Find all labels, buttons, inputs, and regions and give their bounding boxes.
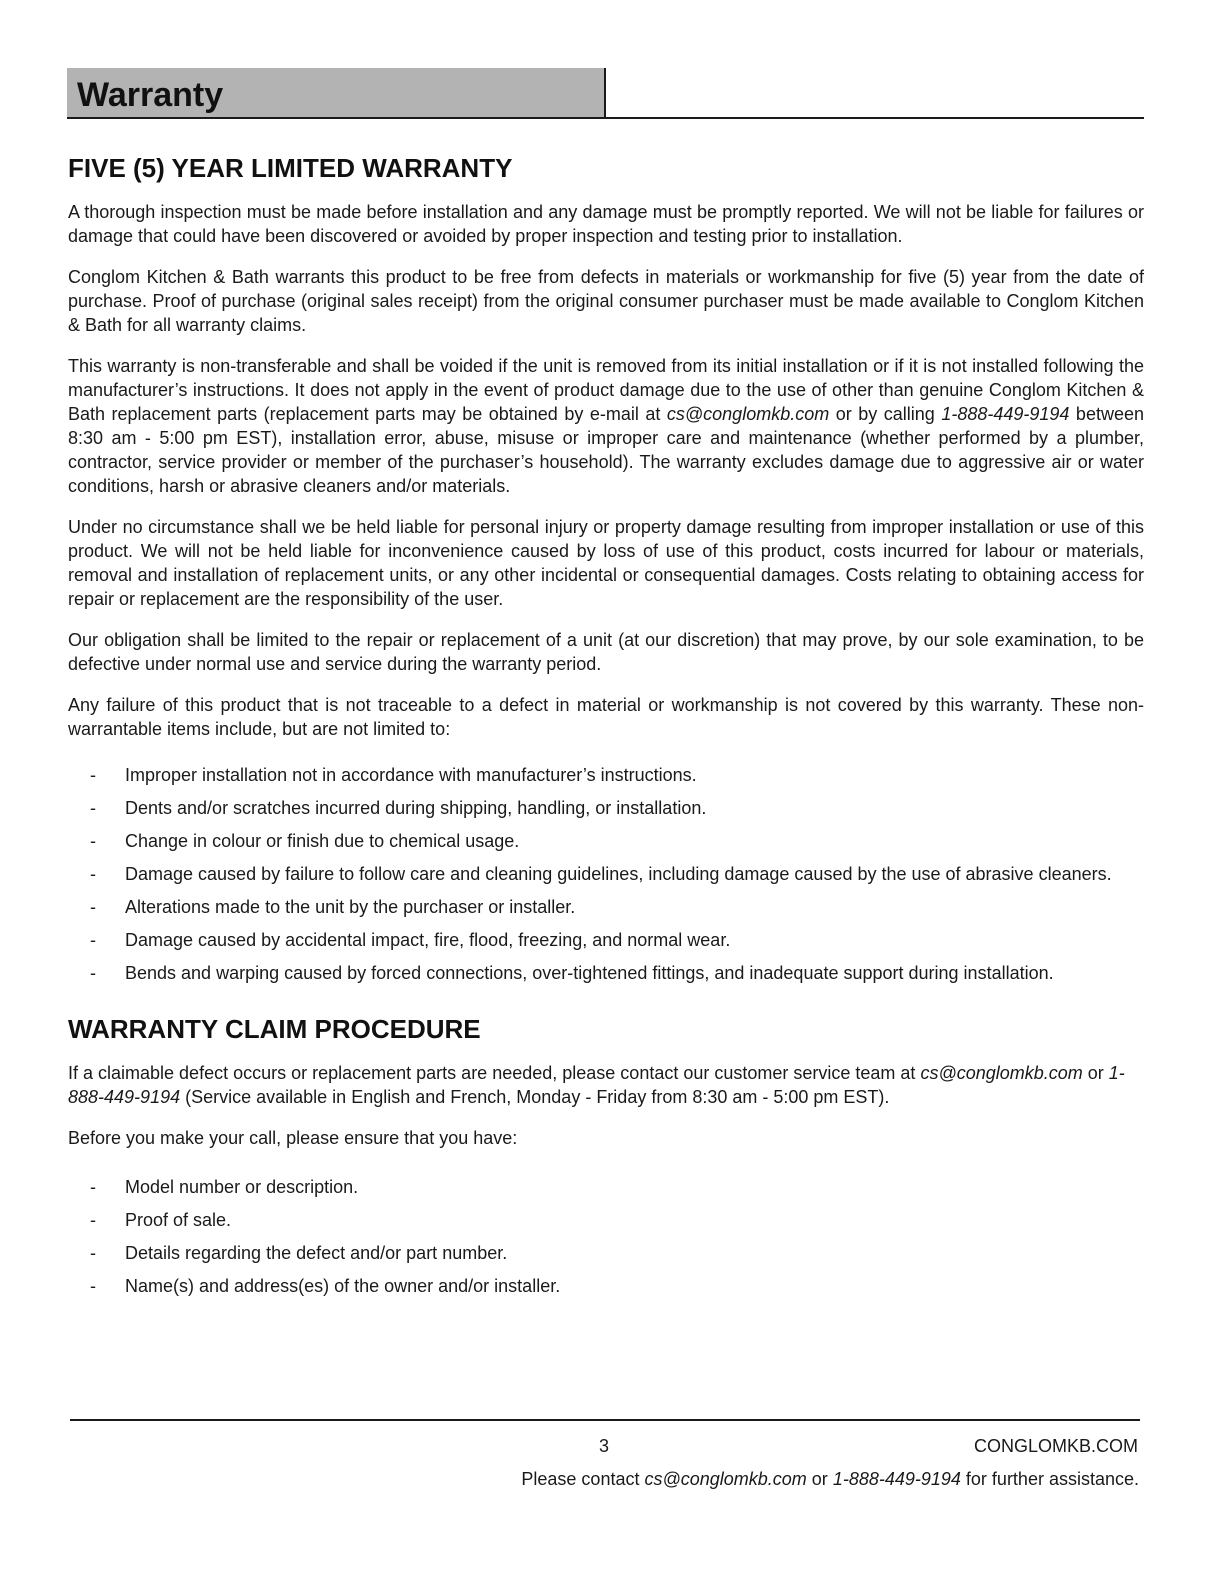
- email-link[interactable]: cs@conglomkb.com: [644, 1469, 807, 1489]
- coverage-paragraph: Conglom Kitchen & Bath warrants this product to be free from defects in materials or workmanship for five (5) year from the date of purchase. Proof of purchase (original sales receipt) from the original consumer purchaser must be made available to Conglom Kitchen & Bath for all warranty claims.: [68, 267, 1144, 335]
- dash-bullet: -: [90, 1177, 96, 1197]
- list-item: [68, 1274, 1144, 1298]
- obligation-paragraph: Our obligation shall be limited to the repair or replacement of a unit (at our discretion) that may prove, by our sole examination, to be defective under normal use and service during the warranty period.: [68, 630, 1144, 674]
- email-link[interactable]: cs@conglomkb.com: [666, 404, 830, 424]
- exclusions-intro-paragraph: Any failure of this product that is not traceable to a defect in material or workmanship is not covered by this warranty. These non-warrantable items include, but are not limited to:: [68, 695, 1144, 739]
- dash-bullet: -: [90, 1210, 96, 1230]
- dash-bullet: -: [90, 930, 96, 950]
- exclusions-list: [68, 763, 1144, 985]
- list-item-text: Proof of sale.: [125, 1210, 232, 1230]
- limited-warranty-heading: FIVE (5) YEAR LIMITED WARRANTY: [68, 153, 513, 183]
- phone-link[interactable]: 1-888-449-9194: [832, 1469, 961, 1489]
- list-item-text: Damage caused by failure to follow care and cleaning guidelines, including damage caused by the use of abrasive cleaners.: [125, 864, 1112, 884]
- dash-bullet: -: [90, 831, 96, 851]
- header-rule: [67, 117, 1144, 119]
- footer-contact: [521, 1467, 1139, 1491]
- list-item: [68, 895, 1144, 919]
- warranty-content: [68, 150, 1144, 1307]
- dash-bullet: -: [90, 1243, 96, 1263]
- inspection-paragraph: A thorough inspection must be made before installation and any damage must be promptly reported. We will not be liable for failures or damage that could have been discovered or avoided by proper inspection and testing prior to installation.: [68, 202, 1144, 246]
- list-item: [68, 1208, 1144, 1232]
- page-title: Warranty: [77, 76, 224, 114]
- transfer-text-a: This warranty is non-transferable and shall be voided if the unit is removed from its initial installation or if it is not installed following the manufacturer’s instructions. It does not apply in the event of product damage due to the use of other than genuine Conglom Kitchen & Bath replacement parts (replacement parts may be obtained by e-mail at: [68, 356, 1144, 424]
- list-item-text: Details regarding the defect and/or part number.: [125, 1243, 508, 1263]
- claim-text-a: If a claimable defect occurs or replacement parts are needed, please contact our customer service team at: [68, 1063, 921, 1083]
- list-item: [68, 961, 1144, 985]
- dash-bullet: -: [90, 864, 96, 884]
- transfer-text-b: or by calling: [829, 404, 942, 424]
- website-link[interactable]: CONGLOMKB.COM: [973, 1436, 1138, 1456]
- footer-text-b: or: [806, 1469, 833, 1489]
- list-item: [68, 829, 1144, 853]
- list-item-text: Model number or description.: [125, 1177, 359, 1197]
- list-item: [68, 796, 1144, 820]
- list-item-text: Change in colour or finish due to chemical usage.: [125, 831, 520, 851]
- email-link[interactable]: cs@conglomkb.com: [920, 1063, 1083, 1083]
- claim-text-c: (Service available in English and French, Monday - Friday from 8:30 am - 5:00 pm EST).: [180, 1087, 890, 1107]
- claim-contact-paragraph: [68, 1061, 1144, 1109]
- list-item: [68, 1241, 1144, 1265]
- list-item-text: Bends and warping caused by forced connections, over-tightened fittings, and inadequate support during installation.: [125, 963, 1054, 983]
- dash-bullet: -: [90, 798, 96, 818]
- footer-text-c: for further assistance.: [960, 1469, 1139, 1489]
- list-item-text: Improper installation not in accordance with manufacturer’s instructions.: [125, 765, 697, 785]
- page-number: 3: [599, 1436, 610, 1456]
- transfer-void-paragraph: [68, 354, 1144, 498]
- claim-text-b: or: [1082, 1063, 1109, 1083]
- dash-bullet: -: [90, 963, 96, 983]
- footer-text-a: Please contact: [521, 1469, 645, 1489]
- transfer-text-c: between 8:30 am - 5:00 pm EST), installation error, abuse, misuse or improper care and maintenance (whether performed by a plumber, contractor, service provider or member of the purchaser’s household). The warranty excludes damage due to aggressive air or water conditions, harsh or abrasive cleaners and/or materials.: [68, 404, 1144, 496]
- phone-link[interactable]: 1-888-449-9194: [68, 1063, 1125, 1107]
- dash-bullet: -: [90, 1276, 96, 1296]
- checklist: [68, 1175, 1144, 1298]
- list-item: [68, 928, 1144, 952]
- list-item-text: Dents and/or scratches incurred during shipping, handling, or installation.: [125, 798, 707, 818]
- list-item-text: Damage caused by accidental impact, fire, flood, freezing, and normal wear.: [125, 930, 731, 950]
- list-item-text: Alterations made to the unit by the purchaser or installer.: [125, 897, 576, 917]
- list-item: [68, 862, 1144, 886]
- dash-bullet: -: [90, 765, 96, 785]
- list-item-text: Name(s) and address(es) of the owner and/or installer.: [125, 1276, 561, 1296]
- phone-link[interactable]: 1-888-449-9194: [941, 404, 1070, 424]
- list-item: [68, 763, 1144, 787]
- section-header-band: [67, 68, 606, 118]
- list-item: [68, 1175, 1144, 1199]
- before-call-paragraph: Before you make your call, please ensure that you have:: [68, 1128, 518, 1148]
- liability-paragraph: Under no circumstance shall we be held liable for personal injury or property damage resulting from improper installation or use of this product. We will not be held liable for inconvenience caused by loss of use of this product, costs incurred for labour or materials, removal and installation of replacement units, or any other incidental or consequential damages. Costs relating to obtaining access for repair or replacement are the responsibility of the user.: [68, 517, 1144, 609]
- footer-rule: [70, 1419, 1140, 1421]
- claim-procedure-heading: WARRANTY CLAIM PROCEDURE: [68, 1014, 481, 1044]
- dash-bullet: -: [90, 897, 96, 917]
